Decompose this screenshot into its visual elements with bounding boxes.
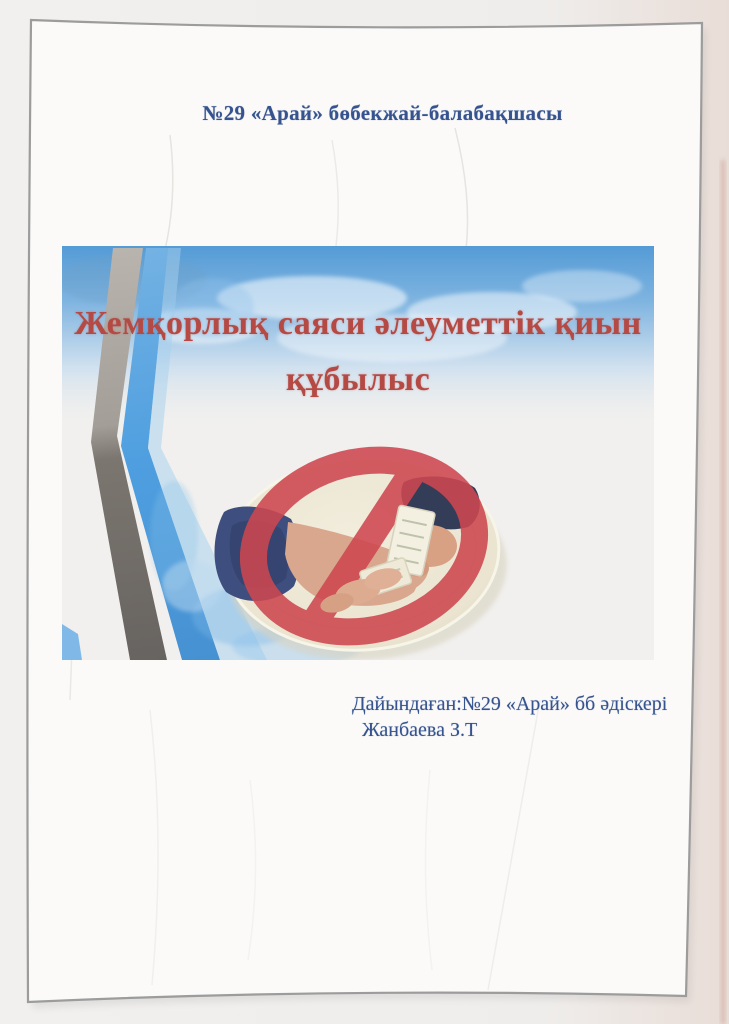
slide-title-line2: құбылыс bbox=[285, 361, 431, 398]
presentation-slide bbox=[62, 246, 654, 660]
slide-title-line1: Жемқорлық саяси әлеуметтік қиын bbox=[74, 305, 642, 342]
attribution-line2: Жанбаева З.Т bbox=[362, 719, 478, 741]
slide-title bbox=[62, 296, 654, 408]
page-header-text: №29 «Арай» бөбекжай-балабақшасы bbox=[202, 101, 563, 125]
attribution-block bbox=[352, 691, 667, 743]
photo-edge-warm-line bbox=[721, 160, 725, 1024]
attribution-line1: Дайындаған:№29 «Арай» бб әдіскері bbox=[352, 693, 668, 715]
